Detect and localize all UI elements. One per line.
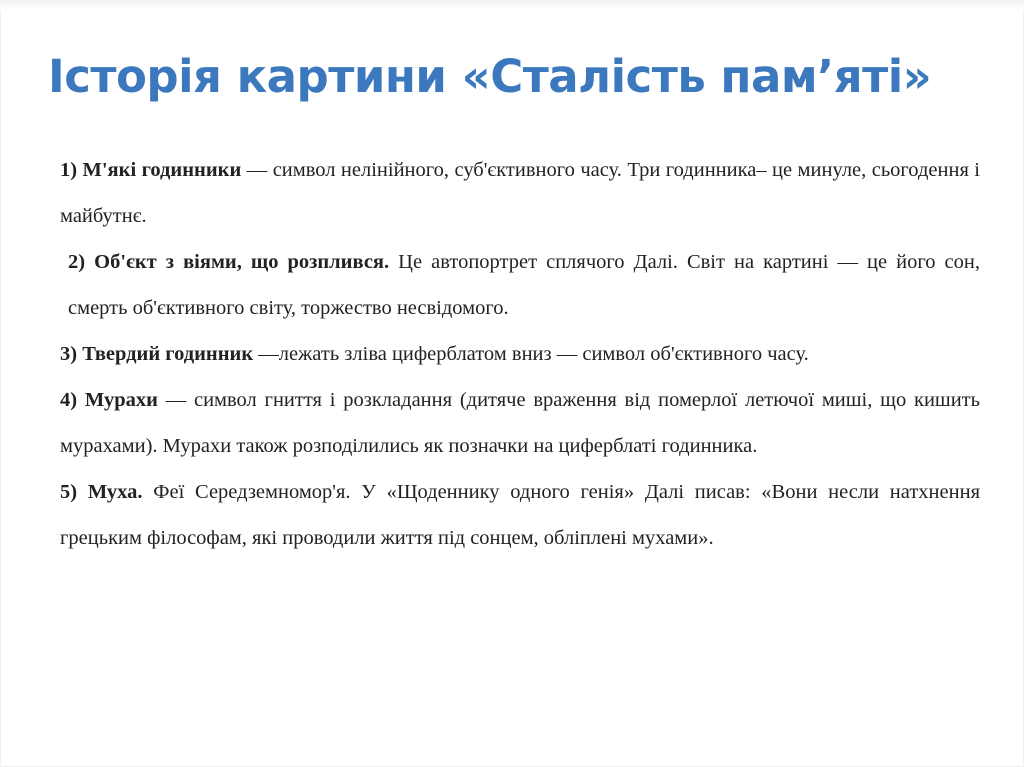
item-text: Феї Середземномор'я. У «Щоденнику одного генія» Далі писав: «Вони несли натхнення грецьким філософам, які проводили життя під сонцем, обліплені мухами». (60, 481, 980, 549)
item-text: Це автопортрет сплячого Далі. Світ на картині — це його сон, смерть об'єктивного світу, торжество несвідомого. (68, 251, 980, 319)
list-item (60, 377, 980, 469)
list-item (60, 469, 980, 561)
item-lead: 1) М'які годинники (60, 159, 242, 181)
list-item (60, 239, 980, 331)
item-text: — символ гниття і розкладання (дитяче враження від померлої летючої миші, що кишить мурахами). Мурахи також розподілились як позначки на циферблаті годинника. (60, 389, 980, 457)
list-item (60, 147, 980, 239)
item-lead: 5) Муха. (60, 481, 143, 503)
item-lead: 2) Об'єкт з віями, що розплився. (68, 251, 390, 273)
item-lead: 4) Мурахи (60, 389, 158, 411)
content-list (60, 147, 980, 561)
item-text: — символ нелінійного, суб'єктивного часу. Три годинника– це минуле, сьогодення і майбутнє. (60, 159, 981, 227)
item-text: —лежать зліва циферблатом вниз — символ об'єктивного часу. (253, 343, 809, 365)
list-item (60, 331, 980, 377)
slide-title: Історія картини «Сталість пам’яті» (48, 50, 932, 103)
item-lead: 3) Твердий годинник (60, 343, 254, 365)
